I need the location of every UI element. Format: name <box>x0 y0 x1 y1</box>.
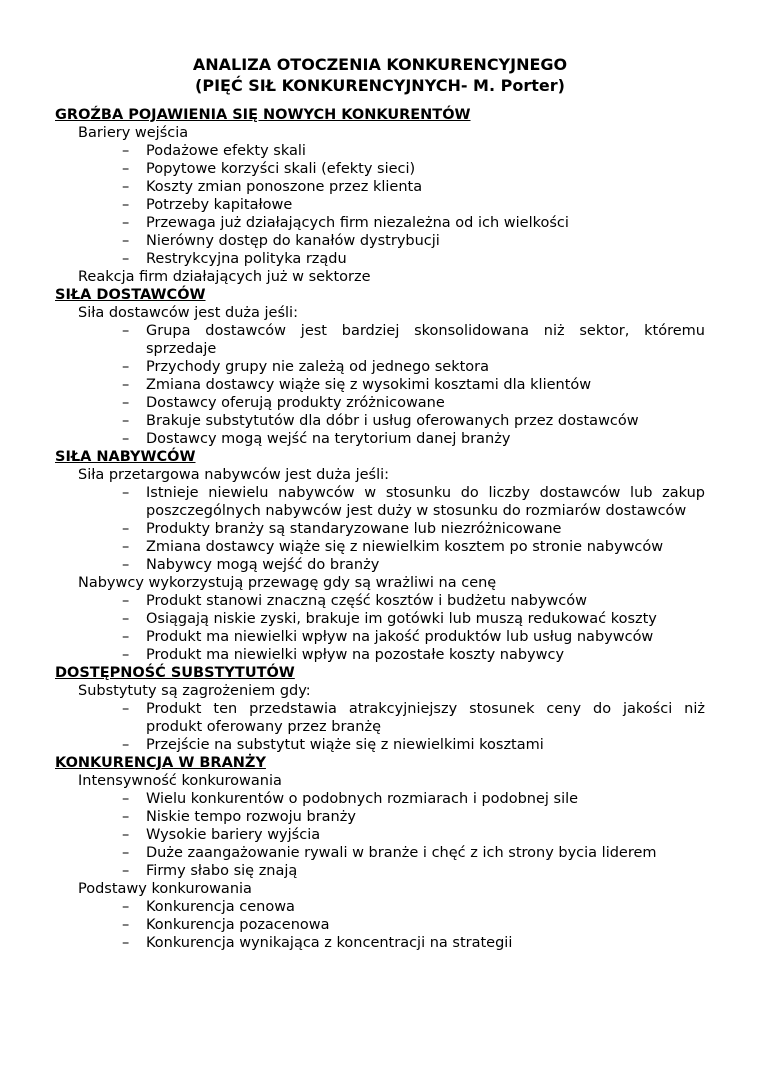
list-item-text: Produkt ma niewielki wpływ na pozostałe koszty nabywcy <box>146 647 565 663</box>
list-item <box>122 376 705 394</box>
dash-bullet-icon: – <box>122 737 130 753</box>
dash-bullet-icon: – <box>122 791 130 807</box>
list-item <box>122 934 705 952</box>
list-item <box>122 916 705 934</box>
list-item <box>122 844 705 862</box>
list-item-text: Istnieje niewielu nabywców w stosunku do liczby dostawców lub zakup poszczególnych nabywców jest duży w stosunku do rozmiarów dostawców <box>146 485 705 519</box>
list-item <box>122 412 705 430</box>
dash-bullet-icon: – <box>122 413 130 429</box>
list-item <box>122 556 705 574</box>
bullet-list <box>55 592 705 664</box>
dash-bullet-icon: – <box>122 917 130 933</box>
document-page <box>55 54 705 952</box>
list-item-text: Przychody grupy nie zależą od jednego sektora <box>146 359 490 375</box>
dash-bullet-icon: – <box>122 557 130 573</box>
bullet-list <box>55 142 705 268</box>
dash-bullet-icon: – <box>122 863 130 879</box>
group-label: Bariery wejścia <box>78 125 189 141</box>
list-item-text: Produkt stanowi znaczną część kosztów i budżetu nabywców <box>146 593 587 609</box>
group-label: Siła przetargowa nabywców jest duża jeśli: <box>78 467 390 483</box>
list-item-text: Restrykcyjna polityka rządu <box>146 251 347 267</box>
bullet-list <box>55 700 705 754</box>
list-item-text: Dostawcy mogą wejść na terytorium danej branży <box>146 431 511 447</box>
section-heading: SIŁA NABYWCÓW <box>55 449 196 465</box>
dash-bullet-icon: – <box>122 485 130 501</box>
list-item-text: Konkurencja pozacenowa <box>146 917 330 933</box>
list-item-text: Konkurencja cenowa <box>146 899 295 915</box>
list-item <box>122 232 705 250</box>
list-item <box>122 430 705 448</box>
list-item <box>122 358 705 376</box>
list-item-text: Firmy słabo się znają <box>146 863 298 879</box>
dash-bullet-icon: – <box>122 323 130 339</box>
list-item <box>122 646 705 664</box>
list-item-text: Nierówny dostęp do kanałów dystrybucji <box>146 233 440 249</box>
group-label: Nabywcy wykorzystują przewagę gdy są wrażliwi na cenę <box>78 575 497 591</box>
list-item <box>122 826 705 844</box>
list-item-text: Potrzeby kapitałowe <box>146 197 293 213</box>
dash-bullet-icon: – <box>122 701 130 717</box>
dash-bullet-icon: – <box>122 935 130 951</box>
list-item <box>122 700 705 736</box>
list-item-text: Wysokie bariery wyjścia <box>146 827 321 843</box>
dash-bullet-icon: – <box>122 809 130 825</box>
list-item <box>122 898 705 916</box>
list-item <box>122 394 705 412</box>
dash-bullet-icon: – <box>122 395 130 411</box>
group-label: Siła dostawców jest duża jeśli: <box>78 305 298 321</box>
list-item-text: Konkurencja wynikająca z koncentracji na strategii <box>146 935 513 951</box>
dash-bullet-icon: – <box>122 251 130 267</box>
list-item <box>122 520 705 538</box>
list-item <box>122 790 705 808</box>
list-item-text: Zmiana dostawcy wiąże się z wysokimi kosztami dla klientów <box>146 377 592 393</box>
section-heading: GROŹBA POJAWIENIA SIĘ NOWYCH KONKURENTÓW <box>55 107 471 123</box>
list-item-text: Brakuje substytutów dla dóbr i usług oferowanych przez dostawców <box>146 413 639 429</box>
document-title: ANALIZA OTOCZENIA KONKURENCYJNEGO <box>192 55 568 74</box>
list-item <box>122 862 705 880</box>
dash-bullet-icon: – <box>122 521 130 537</box>
section-heading: SIŁA DOSTAWCÓW <box>55 287 206 303</box>
list-item-text: Koszty zmian ponoszone przez klienta <box>146 179 423 195</box>
dash-bullet-icon: – <box>122 593 130 609</box>
dash-bullet-icon: – <box>122 647 130 663</box>
dash-bullet-icon: – <box>122 161 130 177</box>
document-subtitle: (PIĘĆ SIŁ KONKURENCYJNYCH- M. Porter) <box>195 76 565 95</box>
list-item-text: Popytowe korzyści skali (efekty sieci) <box>146 161 416 177</box>
list-item <box>122 322 705 358</box>
list-item-text: Produkt ma niewielki wpływ na jakość produktów lub usług nabywców <box>146 629 654 645</box>
dash-bullet-icon: – <box>122 539 130 555</box>
list-item <box>122 592 705 610</box>
list-item <box>122 484 705 520</box>
list-item <box>122 808 705 826</box>
dash-bullet-icon: – <box>122 215 130 231</box>
group-label: Reakcja firm działających już w sektorze <box>78 269 371 285</box>
list-item-text: Zmiana dostawcy wiąże się z niewielkim kosztem po stronie nabywców <box>146 539 664 555</box>
dash-bullet-icon: – <box>122 359 130 375</box>
list-item <box>122 538 705 556</box>
list-item-text: Niskie tempo rozwoju branży <box>146 809 356 825</box>
dash-bullet-icon: – <box>122 611 130 627</box>
bullet-list <box>55 898 705 952</box>
dash-bullet-icon: – <box>122 629 130 645</box>
list-item <box>122 142 705 160</box>
dash-bullet-icon: – <box>122 899 130 915</box>
list-item <box>122 214 705 232</box>
list-item-text: Grupa dostawców jest bardziej skonsolidowana niż sektor, któremu sprzedaje <box>146 323 705 357</box>
group-label: Podstawy konkurowania <box>78 881 252 897</box>
section-heading: KONKURENCJA W BRANŻY <box>55 755 266 771</box>
list-item <box>122 250 705 268</box>
list-item-text: Dostawcy oferują produkty zróżnicowane <box>146 395 445 411</box>
list-item <box>122 160 705 178</box>
list-item <box>122 736 705 754</box>
dash-bullet-icon: – <box>122 197 130 213</box>
list-item <box>122 610 705 628</box>
dash-bullet-icon: – <box>122 143 130 159</box>
list-item-text: Produkty branży są standaryzowane lub niezróżnicowane <box>146 521 562 537</box>
list-item-text: Przewaga już działających firm niezależna od ich wielkości <box>146 215 569 231</box>
dash-bullet-icon: – <box>122 179 130 195</box>
list-item-text: Podażowe efekty skali <box>146 143 306 159</box>
list-item-text: Nabywcy mogą wejść do branży <box>146 557 380 573</box>
list-item-text: Przejście na substytut wiąże się z niewielkimi kosztami <box>146 737 544 753</box>
list-item <box>122 196 705 214</box>
title-block <box>55 54 705 96</box>
dash-bullet-icon: – <box>122 377 130 393</box>
bullet-list <box>55 322 705 448</box>
list-item <box>122 628 705 646</box>
list-item-text: Produkt ten przedstawia atrakcyjniejszy stosunek ceny do jakości niż produkt oferowany przez branżę <box>146 701 705 735</box>
dash-bullet-icon: – <box>122 845 130 861</box>
dash-bullet-icon: – <box>122 827 130 843</box>
bullet-list <box>55 790 705 880</box>
document-body <box>55 106 705 952</box>
dash-bullet-icon: – <box>122 431 130 447</box>
list-item-text: Duże zaangażowanie rywali w branże i chęć z ich strony bycia liderem <box>146 845 657 861</box>
section-heading: DOSTĘPNOŚĆ SUBSTYTUTÓW <box>55 665 295 681</box>
list-item-text: Wielu konkurentów o podobnych rozmiarach i podobnej sile <box>146 791 579 807</box>
list-item-text: Osiągają niskie zyski, brakuje im gotówki lub muszą redukować koszty <box>146 611 657 627</box>
group-label: Substytuty są zagrożeniem gdy: <box>78 683 311 699</box>
dash-bullet-icon: – <box>122 233 130 249</box>
group-label: Intensywność konkurowania <box>78 773 282 789</box>
list-item <box>122 178 705 196</box>
bullet-list <box>55 484 705 574</box>
